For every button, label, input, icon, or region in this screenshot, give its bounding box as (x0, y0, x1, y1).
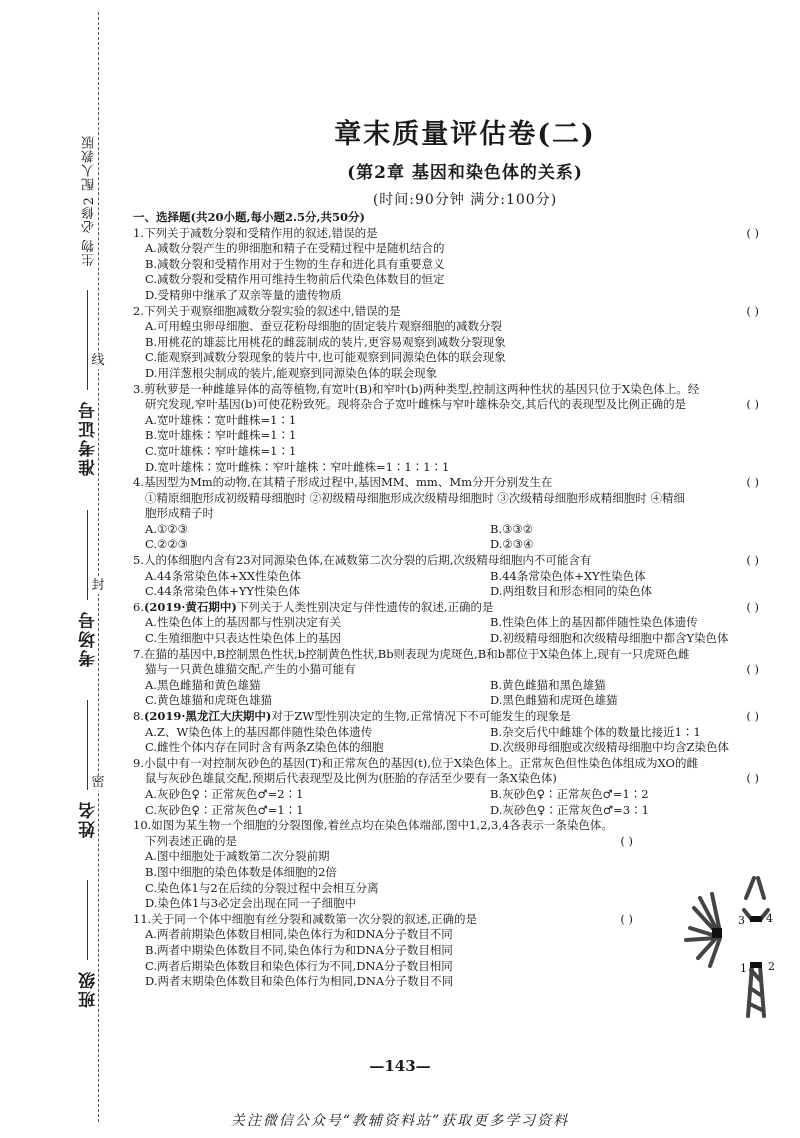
source-tag: (2019·黄石期中) (143, 599, 237, 614)
seal-word-secret: 密 (91, 775, 105, 790)
side-blank-exam-id[interactable] (87, 290, 88, 390)
option: A.①②③ (145, 521, 188, 536)
option: D.次级卵母细胞或次级精母细胞中均含Z染色体 (490, 740, 729, 755)
question-stem-cont: 下列表述正确的是 (145, 833, 237, 848)
option: C.雌性个体内存在同时含有两条Z染色体的细胞 (145, 740, 384, 755)
option: D.用洋葱根尖制成的装片,能观察到同源染色体的联会现象 (145, 365, 438, 380)
chromosome-top-pair (744, 878, 768, 920)
footer-note: 关注微信公众号“教辅资料站”获取更多学习资料 (230, 1113, 570, 1129)
option: C.染色体1与2在后续的分裂过程中会相互分离 (145, 880, 379, 895)
side-blank-class[interactable] (87, 880, 88, 960)
question-stem-cont: 鼠与灰砂色雄鼠交配,预期后代表现型及比例为(胚胎的存活至少要有一条X染色体) (145, 771, 557, 786)
side-field-class: 班级 (79, 970, 99, 1008)
side-blank-room[interactable] (87, 510, 88, 600)
side-field-name: 姓名 (79, 800, 99, 838)
answer-paren[interactable]: ( ) (620, 911, 633, 926)
centromere-left (712, 928, 722, 938)
answer-paren[interactable]: ( ) (746, 771, 759, 786)
option: C.两者后期染色体数目和染色体行为不同,DNA分子数目相同 (145, 958, 453, 973)
question-8 (133, 709, 763, 756)
question-stem: 7.在猫的基因中,B控制黑色性状,b控制黄色性状,Bb则表现为虎斑色,B和b都位于X染色体上,现有一只虎斑色雌 (133, 646, 690, 661)
option: B.44条常染色体+XY性染色体 (490, 568, 646, 583)
question-stem: 9.小鼠中有一对控制灰砂色的基因(T)和正常灰色的基因(t),位于X染色体上。正常灰色但性染色体组成为XO的雌 (133, 755, 698, 770)
question-number: 6. (133, 599, 144, 614)
question-stem: 1.下列关于减数分裂和受精作用的叙述,错误的是 (133, 225, 378, 240)
option: B.宽叶雄株∶窄叶雌株=1∶1 (145, 428, 297, 443)
option: B.性染色体上的基因都伴随性染色体遗传 (490, 615, 698, 630)
option: B.两者中期染色体数目不同,染色体行为和DNA分子数目相同 (145, 942, 453, 957)
figure-label-2: 2 (768, 960, 775, 973)
figure-label-4: 4 (766, 912, 773, 925)
page-subtitle: (第2章 基因和染色体的关系) (347, 163, 583, 183)
side-field-room: 考场号 (79, 610, 99, 667)
option: A.Z、W染色体上的基因都伴随性染色体遗传 (145, 724, 373, 739)
option: D.受精卵中继承了双亲等量的遗传物质 (145, 287, 342, 302)
option: C.灰砂色♀∶正常灰色♂=1∶1 (145, 802, 304, 817)
question-text: 胞形成精子时 (145, 506, 214, 521)
option: A.44条常染色体+XX性染色体 (145, 568, 302, 583)
answer-paren[interactable]: ( ) (746, 225, 759, 240)
figure-label-1: 1 (740, 962, 747, 975)
page-title: 章末质量评估卷(二) (334, 119, 596, 150)
question-number: 8. (133, 709, 144, 723)
answer-paren[interactable]: ( ) (746, 303, 759, 318)
side-blank-name[interactable] (87, 700, 88, 790)
option: C.生殖细胞中只表达性染色体上的基因 (145, 631, 342, 646)
seal-word-seal: 封 (91, 578, 105, 593)
answer-paren[interactable]: ( ) (620, 833, 633, 848)
answer-paren[interactable]: ( ) (746, 397, 759, 412)
option: D.两组数目和形态相同的染色体 (490, 584, 652, 599)
option: B.图中细胞的染色体数是体细胞的2倍 (145, 864, 337, 879)
option: A.黑色雌猫和黄色雄猫 (145, 677, 261, 692)
cell-division-figure (672, 870, 800, 1020)
question-content (133, 210, 763, 990)
exam-time-info: (时间:90分钟 满分:100分) (372, 192, 558, 208)
question-stem: 5.人的体细胞内含有23对同源染色体,在减数第二次分裂的后期,次级精母细胞内不可能含有 (133, 553, 592, 568)
option: A.可用蝗虫卵母细胞、蚕豆花粉母细胞的固定装片观察细胞的减数分裂 (145, 319, 502, 334)
question-2 (133, 304, 763, 382)
figure-label-3: 3 (738, 914, 745, 927)
question-7 (133, 647, 763, 709)
seal-word-line: 线 (91, 353, 105, 368)
question-1 (133, 226, 763, 304)
question-stem: 2.下列关于观察细胞减数分裂实验的叙述中,错误的是 (133, 303, 401, 318)
centromere-top (750, 916, 762, 922)
option: B.③③② (490, 521, 534, 536)
chromosome-bottom-pair (748, 966, 764, 1016)
question-5 (133, 553, 763, 600)
option: A.性染色体上的基因都与性别决定有关 (145, 615, 341, 630)
question-stem-cont: 猫与一只黄色雄猫交配,产生的小猫可能有 (145, 662, 356, 677)
option: B.黄色雌猫和黑色雄猫 (490, 677, 606, 692)
option: D.初级精母细胞和次级精母细胞中都含Y染色体 (490, 631, 729, 646)
centromere-bottom (750, 962, 762, 968)
option: D.②③④ (490, 537, 534, 552)
question-3 (133, 382, 763, 476)
question-text: ①精原细胞形成初级精母细胞时 ②初级精母细胞形成次级精母细胞时 ③次级精母细胞形成精细胞时 ④精细 (145, 490, 685, 505)
option: B.灰砂色♀∶正常灰色♂=1∶2 (490, 786, 649, 801)
question-stem: 下列关于人类性别决定与伴性遗传的叙述,正确的是 (236, 599, 494, 614)
source-tag: (2019·黑龙江大庆期中) (143, 709, 272, 723)
question-stem: 11.关于同一个体中细胞有丝分裂和减数第一次分裂的叙述,正确的是 (133, 911, 477, 926)
option: D.两者末期染色体数目和染色体行为相同,DNA分子数目不同 (145, 974, 454, 989)
question-4 (133, 475, 763, 553)
question-6 (133, 600, 763, 647)
option: C.黄色雄猫和虎斑色雄猫 (145, 693, 273, 708)
option: B.杂交后代中雌雄个体的数量比接近1∶1 (490, 724, 701, 739)
answer-paren[interactable]: ( ) (746, 662, 759, 677)
option: C.44条常染色体+YY性染色体 (145, 584, 300, 599)
answer-paren[interactable]: ( ) (746, 709, 759, 723)
question-stem: 4.基因型为Mm的动物,在其精子形成过程中,基因MM、mm、Mm分开分别发生在 (133, 475, 553, 490)
question-10 (133, 818, 763, 912)
question-stem-cont: 研究发现,窄叶基因(b)可使花粉致死。现将杂合子宽叶雌株与窄叶雄株杂交,其后代的表现型及比例正确的是 (145, 397, 687, 412)
option: A.图中细胞处于减数第二次分裂前期 (145, 849, 330, 864)
option: A.两者前期染色体数目相同,染色体行为和DNA分子数目不同 (145, 927, 453, 942)
answer-paren[interactable]: ( ) (746, 475, 759, 490)
option: B.减数分裂和受精作用对于生物的生存和进化具有重要意义 (145, 256, 445, 271)
option: D.染色体1与3必定会出现在同一子细胞中 (145, 896, 357, 911)
question-11 (133, 912, 763, 990)
option: C.减数分裂和受精作用可维持生物前后代染色体数目的恒定 (145, 272, 445, 287)
section-heading: 一、选择题(共20小题,每小题2.5分,共50分) (133, 210, 365, 224)
option: D.灰砂色♀∶正常灰色♂=3∶1 (490, 802, 649, 817)
option: A.灰砂色♀∶正常灰色♂=2∶1 (145, 786, 304, 801)
side-field-exam-id: 准考证号 (79, 400, 99, 476)
option: A.宽叶雄株∶宽叶雌株=1∶1 (145, 412, 297, 427)
question-stem: 对于ZW型性别决定的生物,正常情况下不可能发生的现象是 (271, 709, 571, 723)
page-number: —143— (369, 1057, 431, 1075)
option: C.②②③ (145, 537, 188, 552)
option: A.减数分裂产生的卵细胞和精子在受精过程中是随机结合的 (145, 241, 445, 256)
option: D.宽叶雄株∶宽叶雌株∶窄叶雄株∶窄叶雌株=1∶1∶1∶1 (145, 459, 450, 474)
question-stem: 10.如图为某生物一个细胞的分裂图像,着丝点均在染色体端部,图中1,2,3,4各表示一条染色体。 (133, 818, 613, 833)
question-stem: 3.剪秋萝是一种雌雄异体的高等植物,有宽叶(B)和窄叶(b)两种类型,控制这两种性状的基因只位于X染色体上。经 (133, 381, 700, 396)
question-9 (133, 756, 763, 818)
option: C.宽叶雄株∶窄叶雄株=1∶1 (145, 443, 297, 458)
option: B.用桃花的雄蕊比用桃花的雌蕊制成的装片,更容易观察到减数分裂现象 (145, 334, 506, 349)
option: D.黑色雌猫和虎斑色雄猫 (490, 693, 618, 708)
answer-paren[interactable]: ( ) (746, 553, 759, 568)
option: C.能观察到减数分裂现象的装片中,也可能观察到同源染色体的联会现象 (145, 350, 506, 365)
answer-paren[interactable]: ( ) (746, 599, 759, 614)
side-subject-info: 生物 必修2 配人教版 (82, 135, 97, 267)
